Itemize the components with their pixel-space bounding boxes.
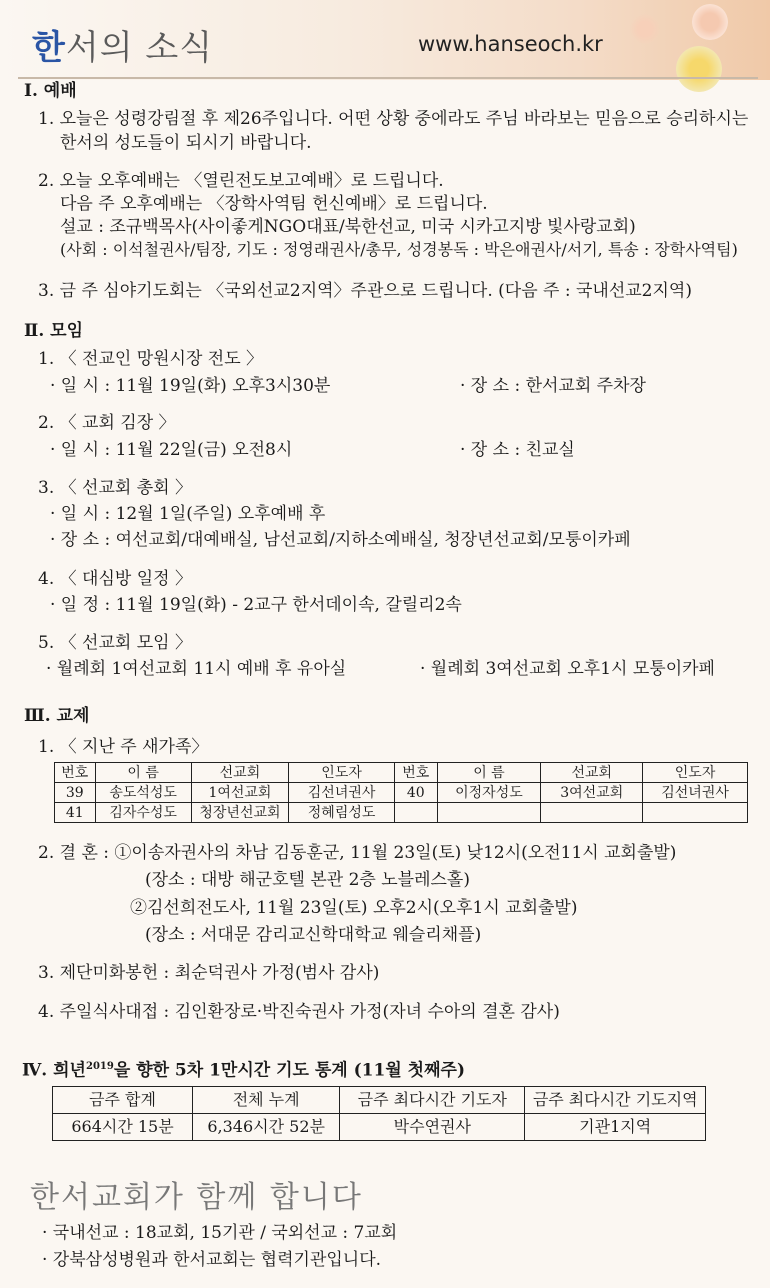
meeting-3-place: · 장 소 : 여선교회/대예배실, 남선교회/지하소예배실, 청장년선교회/모퉁이카페 [50,530,631,550]
table-cell: 김선녀권사 [289,783,395,803]
meeting-5-b: · 월례회 3여선교회 오후1시 모퉁이카페 [420,659,715,679]
meeting-5-title: 5. 〈 선교회 모임 〉 [38,633,192,653]
prayer-title-rest: 을 향한 5차 1만시간 기도 통계 (11월 첫째주) [113,1060,465,1081]
table-header: 금주 최다시간 기도자 [340,1087,525,1114]
table-cell: 김선녀권사 [643,783,748,803]
flower-decoration [630,14,660,44]
altar-flowers: 3. 제단미화봉헌 : 최순덕권사 가정(범사 감사) [38,963,380,983]
table-header: 선교회 [541,763,643,783]
worship-item-2-next: 다음 주 오후예배는 〈장학사역팀 헌신예배〉로 드립니다. [60,194,488,214]
table-cell: 41 [55,803,96,823]
table-cell: 박수연권사 [340,1114,525,1141]
table-cell: 39 [55,783,96,803]
website-url: www.hanseoch.kr [418,32,603,56]
meeting-2-place: · 장 소 : 친교실 [460,440,575,460]
table-header: 전체 누계 [193,1087,340,1114]
worship-item-1-cont: 한서의 성도들이 되시기 바랍니다. [60,133,312,153]
table-header: 선교회 [191,763,289,783]
section-title-worship: Ⅰ. 예배 [24,81,77,101]
table-header-row [55,763,748,783]
table-cell: 김자수성도 [95,803,191,823]
worship-item-1: 1. 오늘은 성령강림절 후 제26주입니다. 어떤 상황 중에라도 주님 바라보는 믿음으로 승리하시는 [38,109,749,129]
prayer-stats-table [52,1086,706,1141]
meeting-3-date: · 일 시 : 12월 1일(주일) 오후예배 후 [50,504,326,524]
worship-sermon: 설교 : 조규백목사(사이좋게NGO대표/북한선교, 미국 시카고지방 빛사랑교회) [60,217,636,237]
footer-mission-stats: · 국내선교 : 18교회, 15기관 / 국외선교 : 7교회 [42,1223,398,1243]
table-cell [437,803,541,823]
table-cell: 정혜림성도 [289,803,395,823]
table-cell: 40 [394,783,437,803]
table-cell [394,803,437,823]
new-family-table [54,762,748,823]
table-header-row [53,1087,706,1114]
table-row [55,783,748,803]
title-emphasis: 한 [32,28,66,68]
table-row [55,803,748,823]
worship-roles: (사회 : 이석철권사/팀장, 기도 : 정영래권사/총무, 성경봉독 : 박은애권사/서기, 특송 : 장학사역팀) [60,240,738,259]
table-header: 번호 [55,763,96,783]
table-cell: 기관1지역 [525,1114,706,1141]
table-row [53,1114,706,1141]
footer-partner-note: · 강북삼성병원과 한서교회는 협력기관입니다. [42,1250,382,1270]
table-header: 번호 [394,763,437,783]
meeting-1-date: · 일 시 : 11월 19일(화) 오후3시30분 [50,376,331,396]
table-cell: 송도석성도 [95,783,191,803]
footer-title: 한서교회가 함께 합니다 [30,1180,363,1215]
worship-item-2: 2. 오늘 오후예배는 〈열린전도보고예배〉로 드립니다. [38,171,444,191]
table-header: 인도자 [289,763,395,783]
meeting-3-title: 3. 〈 선교회 총회 〉 [38,478,192,498]
meeting-2-title: 2. 〈 교회 김장 〉 [38,413,176,433]
section-title-fellowship: Ⅲ. 교제 [24,706,90,726]
table-cell: 3여선교회 [541,783,643,803]
table-cell: 6,346시간 52분 [193,1114,340,1141]
page-header [0,0,770,80]
table-cell: 1여선교회 [191,783,289,803]
meeting-2-date: · 일 시 : 11월 22일(금) 오전8시 [50,440,293,460]
wedding-2: ②김선희전도사, 11월 23일(토) 오후2시(오후1시 교회출발) [130,898,578,918]
meeting-5-a: · 월례회 1여선교회 11시 예배 후 유아실 [46,659,347,679]
meeting-4-title: 4. 〈 대심방 일정 〉 [38,569,192,589]
wedding-2-place: (장소 : 서대문 감리교신학대학교 웨슬리채플) [145,925,482,945]
meeting-4-schedule: · 일 정 : 11월 19일(화) - 2교구 한서데이속, 갈릴리2속 [50,595,462,615]
prayer-title-year: 2019 [85,1061,114,1072]
table-header: 금주 합계 [53,1087,193,1114]
prayer-title-prefix: Ⅳ. 희년 [22,1060,86,1081]
header-divider [18,77,758,79]
table-cell [541,803,643,823]
meeting-1-title: 1. 〈 전교인 망원시장 전도 〉 [38,349,264,369]
new-family-title: 1. 〈 지난 주 새가족〉 [38,737,209,757]
sunday-meal: 4. 주일식사대접 : 김인환장로·박진숙권사 가정(자녀 수아의 결혼 감사) [38,1002,560,1022]
table-cell: 청장년선교회 [191,803,289,823]
table-cell: 이정자성도 [437,783,541,803]
wedding-1-place: (장소 : 대방 해군호텔 본관 2층 노블레스홀) [145,870,470,890]
flower-decoration [676,46,722,92]
wedding-1: 2. 결 혼 : ①이송자권사의 차남 김동훈군, 11월 23일(토) 낮12시(오전11시 교회출발) [38,843,677,863]
table-header: 이 름 [437,763,541,783]
table-cell: 664시간 15분 [53,1114,193,1141]
flower-decoration [692,4,728,40]
table-header: 이 름 [95,763,191,783]
newsletter-title [32,20,213,69]
table-header: 인도자 [643,763,748,783]
table-cell [643,803,748,823]
title-rest: 서의 소식 [65,28,214,68]
worship-item-3: 3. 금 주 심야기도회는 〈국외선교2지역〉주관으로 드립니다. (다음 주 : 국내선교2지역) [38,281,692,301]
table-header: 금주 최다시간 기도지역 [525,1087,706,1114]
section-title-prayer-stats [22,1056,465,1082]
meeting-1-place: · 장 소 : 한서교회 주차장 [460,376,646,396]
section-title-meetings: Ⅱ. 모임 [24,321,84,341]
